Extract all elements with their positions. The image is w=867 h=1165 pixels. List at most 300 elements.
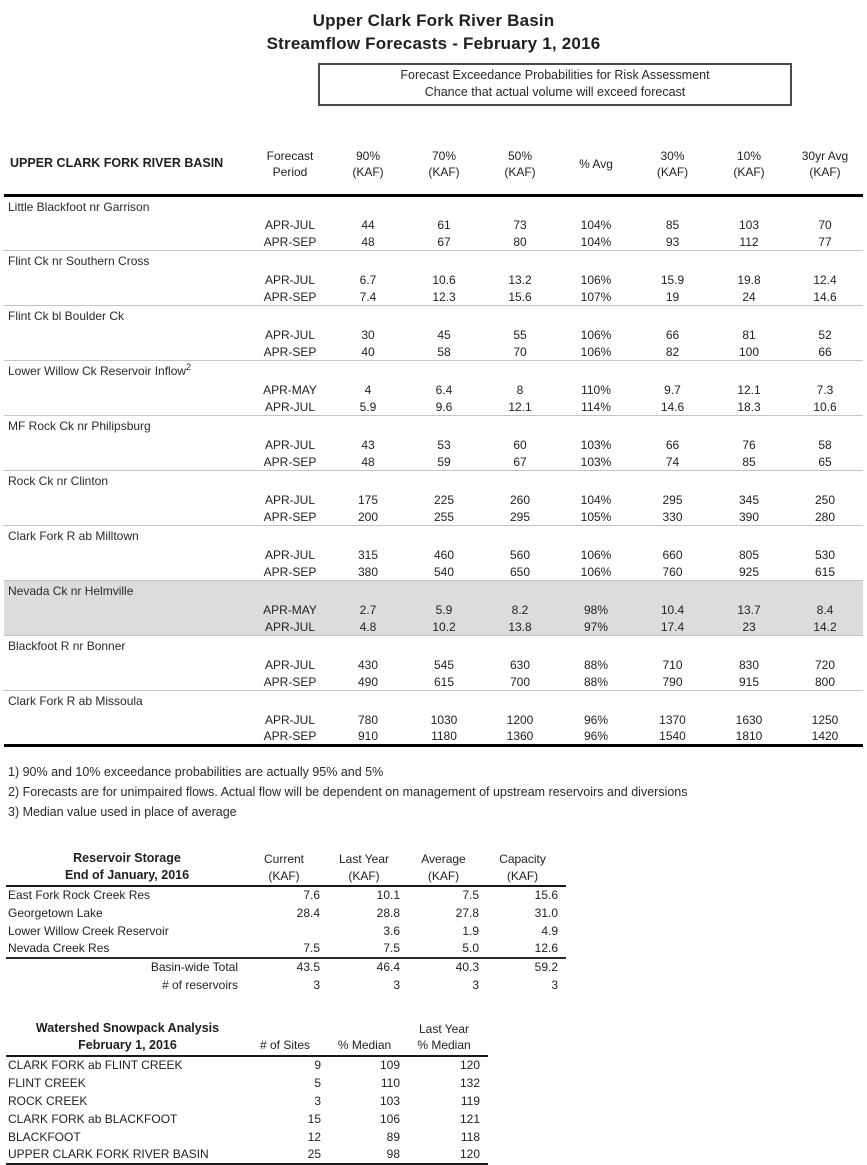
forecast-value-cell: 13.2	[508, 273, 532, 287]
forecast-value-cell: 97%	[583, 619, 609, 634]
forecast-value-cell: 98%	[583, 603, 609, 617]
column-header: Last Year (KAF)	[338, 852, 390, 883]
snowpack-row	[6, 1110, 488, 1128]
snowpack-value-cell: 120	[459, 1147, 480, 1161]
forecast-data-row	[4, 509, 863, 526]
forecast-value-cell: 74	[665, 454, 680, 469]
spacer-cell	[4, 272, 250, 289]
forecast-value-cell: 81	[742, 328, 756, 342]
forecast-value-cell: 10.2	[432, 619, 456, 634]
forecast-value-cell: 100	[738, 344, 760, 359]
snowpack-row	[6, 1056, 488, 1074]
reservoir-total-value: 40.3	[455, 960, 479, 975]
spacer-cell	[4, 602, 250, 619]
spacer-cell	[4, 564, 250, 581]
forecast-value-cell: 12.1	[737, 383, 761, 397]
reservoir-value-cell: 28.8	[376, 905, 400, 920]
spacer-cell	[4, 382, 250, 399]
forecast-value-cell: 9.6	[435, 399, 453, 414]
forecast-data-row	[4, 382, 863, 399]
exceedance-box-line1: Forecast Exceedance Probabilities for Risk Assessment	[400, 67, 710, 82]
spacer-cell	[4, 729, 250, 746]
watershed-name-cell: UPPER CLARK FORK RIVER BASIN	[8, 1147, 209, 1161]
forecast-value-cell: 17.4	[660, 619, 685, 634]
forecast-value-cell: 200	[357, 509, 379, 524]
spacer-cell	[4, 509, 250, 526]
reservoir-total-value: 43.5	[296, 960, 320, 975]
forecast-value-cell: 45	[437, 328, 451, 342]
forecast-value-cell: 260	[509, 493, 531, 507]
forecast-value-cell: 345	[738, 493, 760, 507]
forecast-value-cell: 9.7	[664, 383, 681, 397]
snowpack-value-cell: 106	[379, 1111, 400, 1126]
forecast-value-cell: 710	[662, 658, 683, 672]
column-header: 10% (KAF)	[733, 148, 765, 179]
spacer-cell	[4, 547, 250, 564]
forecast-value-cell: 540	[433, 564, 455, 579]
forecast-value-cell: 4.8	[359, 619, 377, 634]
forecast-data-row	[4, 619, 863, 636]
forecast-value-cell: 430	[357, 658, 379, 672]
spacer-cell	[4, 492, 250, 509]
station-name: Clark Fork R ab Missoula	[8, 694, 143, 709]
forecast-value-cell: 24	[742, 289, 756, 304]
reservoir-row	[6, 922, 566, 940]
reservoir-row	[6, 886, 566, 904]
snowpack-value-cell: 103	[379, 1093, 400, 1108]
forecast-value-cell: 225	[433, 493, 455, 507]
forecast-value-cell: 7.3	[816, 383, 834, 397]
column-header: Capacity (KAF)	[499, 852, 546, 883]
column-header: % Avg	[579, 156, 613, 171]
forecast-data-row	[4, 399, 863, 416]
snowpack-value-cell: 3	[314, 1093, 321, 1108]
forecast-data-row	[4, 437, 863, 454]
forecast-period-cell: APR-SEP	[263, 674, 317, 689]
column-header: Current (KAF)	[263, 852, 304, 883]
forecast-value-cell: 53	[437, 438, 451, 452]
forecast-value-cell: 66	[665, 328, 680, 342]
station-row	[4, 361, 863, 382]
spacer-cell	[4, 234, 250, 251]
forecast-period-cell: APR-JUL	[264, 619, 315, 634]
forecast-value-cell: 615	[433, 674, 455, 689]
forecast-value-cell: 18.3	[737, 399, 761, 414]
snowpack-value-cell: 119	[460, 1093, 480, 1108]
station-row	[4, 471, 863, 492]
forecast-value-cell: 48	[361, 234, 375, 249]
forecast-value-cell: 12.1	[508, 399, 532, 414]
forecast-value-cell: 76	[742, 438, 756, 452]
forecast-data-row	[4, 547, 863, 564]
column-header: 50% (KAF)	[504, 148, 536, 179]
forecast-value-cell: 780	[357, 713, 379, 727]
spacer-cell	[4, 454, 250, 471]
title-line2: Streamflow Forecasts - February 1, 2016	[266, 33, 601, 53]
spacer-cell	[4, 619, 250, 636]
forecast-value-cell: 65	[818, 454, 832, 469]
column-header: Average (KAF)	[421, 852, 466, 883]
exceedance-box-line2: Chance that actual volume will exceed forecast	[424, 84, 686, 99]
forecast-value-cell: 106%	[580, 548, 612, 562]
forecast-period-cell: APR-JUL	[264, 218, 315, 232]
forecast-value-cell: 1250	[811, 713, 839, 727]
forecast-period-cell: APR-MAY	[263, 383, 317, 397]
forecast-value-cell: 104%	[580, 218, 612, 232]
forecast-data-row	[4, 712, 863, 729]
forecast-value-cell: 48	[361, 454, 375, 469]
forecast-value-cell: 60	[513, 438, 527, 452]
snowpack-table-header-row	[6, 1018, 488, 1056]
reservoir-total-value: 46.4	[376, 960, 400, 975]
forecast-value-cell: 61	[437, 218, 451, 232]
forecast-data-row	[4, 344, 863, 361]
snowpack-row	[6, 1074, 488, 1092]
watershed-name-cell: CLARK FORK ab FLINT CREEK	[8, 1058, 183, 1072]
reservoir-value-cell: 7.5	[462, 888, 479, 903]
forecast-data-row	[4, 564, 863, 581]
forecast-value-cell: 295	[662, 493, 683, 507]
footnote-line: 2) Forecasts are for unimpaired flows. Actual flow will be dependent on management of upstream reservoirs and diversions	[8, 785, 688, 799]
forecast-value-cell: 88%	[583, 674, 609, 689]
forecast-value-cell: 1200	[506, 713, 534, 727]
snowpack-value-cell: 89	[386, 1129, 400, 1144]
reservoir-row	[6, 940, 566, 958]
snowpack-value-cell: 121	[459, 1111, 480, 1126]
forecast-value-cell: 915	[738, 674, 760, 689]
reservoir-total-value: 3	[393, 977, 400, 992]
spacer-cell	[4, 657, 250, 674]
forecast-value-cell: 490	[357, 674, 379, 689]
forecast-data-row	[4, 602, 863, 619]
forecast-data-row	[4, 272, 863, 289]
snowpack-row	[6, 1146, 488, 1164]
column-header: 90% (KAF)	[352, 148, 384, 179]
reservoir-table-title: Reservoir Storage End of January, 2016	[64, 851, 190, 882]
forecast-data-row	[4, 289, 863, 306]
forecast-data-row	[4, 492, 863, 509]
forecast-value-cell: 106%	[580, 328, 612, 342]
forecast-value-cell: 1180	[431, 729, 457, 744]
column-header: 30yr Avg (KAF)	[801, 148, 849, 179]
forecast-value-cell: 295	[509, 509, 531, 524]
forecast-value-cell: 73	[513, 218, 527, 232]
column-header: 70% (KAF)	[428, 148, 460, 179]
column-header: Forecast Period	[266, 148, 314, 179]
forecast-value-cell: 530	[814, 548, 836, 562]
forecast-value-cell: 1420	[811, 729, 839, 744]
forecast-value-cell: 380	[357, 564, 379, 579]
watershed-name-cell: FLINT CREEK	[8, 1075, 86, 1090]
forecast-value-cell: 66	[665, 438, 680, 452]
forecast-value-cell: 10.4	[660, 603, 685, 617]
forecast-value-cell: 40	[361, 344, 375, 359]
forecast-data-row	[4, 454, 863, 471]
forecast-value-cell: 10.6	[813, 399, 837, 414]
reservoir-total-label: # of reservoirs	[161, 977, 238, 992]
forecast-value-cell: 1030	[430, 713, 458, 727]
forecast-value-cell: 59	[437, 454, 451, 469]
forecast-period-cell: APR-JUL	[264, 328, 315, 342]
forecast-value-cell: 720	[814, 658, 836, 672]
forecast-value-cell: 7.4	[359, 289, 377, 304]
forecast-value-cell: 44	[361, 218, 375, 232]
page-title	[4, 10, 863, 56]
forecast-value-cell: 15.9	[660, 273, 685, 287]
forecast-value-cell: 106%	[580, 344, 612, 359]
forecast-period-cell: APR-SEP	[263, 234, 317, 249]
snowpack-value-cell: 120	[459, 1058, 480, 1072]
forecast-value-cell: 175	[357, 493, 379, 507]
station-row	[4, 581, 863, 602]
forecast-value-cell: 104%	[580, 493, 612, 507]
snowpack-value-cell: 110	[380, 1075, 400, 1090]
reservoir-total-label: Basin-wide Total	[150, 960, 238, 975]
forecast-value-cell: 790	[662, 674, 683, 689]
forecast-value-cell: 58	[818, 438, 832, 452]
forecast-value-cell: 8	[516, 383, 524, 397]
forecast-value-cell: 280	[814, 509, 836, 524]
spacer-cell	[4, 327, 250, 344]
forecast-value-cell: 615	[814, 564, 836, 579]
snowpack-value-cell: 98	[386, 1147, 400, 1161]
forecast-value-cell: 12.3	[432, 289, 456, 304]
forecast-value-cell: 77	[818, 234, 832, 249]
reservoir-value-cell: 4.9	[541, 923, 558, 938]
forecast-value-cell: 70	[818, 218, 832, 232]
reservoir-value-cell: 7.6	[303, 888, 320, 903]
forecast-value-cell: 52	[818, 328, 832, 342]
forecast-value-cell: 6.4	[435, 383, 453, 397]
basin-column-header: UPPER CLARK FORK RIVER BASIN	[10, 156, 224, 171]
spacer-cell	[4, 344, 250, 361]
forecast-value-cell: 390	[738, 509, 760, 524]
reservoir-total-value: 59.2	[534, 960, 558, 975]
spacer-cell	[4, 289, 250, 306]
forecast-value-cell: 13.8	[508, 619, 532, 634]
station-name: Blackfoot R nr Bonner	[8, 639, 126, 654]
forecast-value-cell: 30	[361, 328, 375, 342]
forecast-value-cell: 8.2	[511, 603, 529, 617]
reservoir-value-cell: 10.1	[376, 888, 400, 903]
reservoir-value-cell: 12.6	[534, 941, 558, 956]
reservoir-value-cell: 5.0	[462, 941, 479, 956]
forecast-value-cell: 5.9	[435, 603, 453, 617]
snowpack-value-cell: 132	[459, 1075, 480, 1090]
snowpack-value-cell: 109	[379, 1058, 400, 1072]
reservoir-name-cell: Lower Willow Creek Reservoir	[8, 923, 169, 938]
forecast-value-cell: 67	[513, 454, 527, 469]
forecast-value-cell: 1540	[659, 729, 686, 744]
forecast-value-cell: 4	[364, 383, 372, 397]
forecast-data-row	[4, 674, 863, 691]
reservoir-name-cell: Nevada Creek Res	[8, 941, 110, 956]
spacer-cell	[4, 712, 250, 729]
column-header: 30% (KAF)	[656, 148, 689, 179]
forecast-period-cell: APR-JUL	[264, 493, 315, 507]
forecast-data-row	[4, 657, 863, 674]
forecast-value-cell: 106%	[580, 564, 612, 579]
forecast-value-cell: 910	[357, 729, 379, 744]
forecast-value-cell: 96%	[583, 713, 609, 727]
forecast-period-cell: APR-SEP	[263, 509, 317, 524]
forecast-period-cell: APR-SEP	[263, 564, 317, 579]
forecast-value-cell: 43	[361, 438, 375, 452]
station-name: Little Blackfoot nr Garrison	[8, 199, 150, 214]
forecast-period-cell: APR-SEP	[263, 289, 317, 304]
snowpack-value-cell: 12	[307, 1129, 321, 1144]
reservoir-row	[6, 904, 566, 922]
forecast-value-cell: 8.4	[816, 603, 834, 617]
snowpack-row	[6, 1128, 488, 1146]
snowpack-analysis-table	[6, 1018, 488, 1165]
snowpack-value-cell: 9	[314, 1058, 321, 1072]
station-name: Lower Willow Ck Reservoir Inflow$^2$	[8, 362, 192, 379]
forecast-value-cell: 545	[433, 658, 455, 672]
forecast-period-cell: APR-JUL	[264, 273, 315, 287]
reservoir-value-cell: 7.5	[383, 941, 400, 956]
exceedance-probability-box	[318, 63, 792, 106]
forecast-value-cell: 1630	[735, 713, 763, 727]
forecast-value-cell: 560	[509, 548, 531, 562]
station-name: MF Rock Ck nr Philipsburg	[8, 419, 151, 434]
station-row	[4, 416, 863, 437]
station-row	[4, 636, 863, 657]
footnote-line: 3) Median value used in place of average	[8, 805, 237, 819]
forecast-value-cell: 800	[814, 674, 836, 689]
reservoir-total-value: 3	[313, 977, 320, 992]
station-row	[4, 251, 863, 272]
forecast-value-cell: 1370	[659, 713, 686, 727]
watershed-name-cell: CLARK FORK ab BLACKFOOT	[8, 1111, 178, 1126]
forecast-value-cell: 104%	[580, 234, 612, 249]
forecast-period-cell: APR-SEP	[263, 454, 317, 469]
station-footnote-ref: 2	[186, 362, 192, 373]
forecast-value-cell: 105%	[580, 509, 612, 524]
forecast-value-cell: 96%	[583, 729, 609, 744]
forecast-value-cell: 19	[665, 289, 680, 304]
forecast-period-cell: APR-JUL	[264, 399, 315, 414]
forecast-value-cell: 58	[437, 344, 451, 359]
forecast-value-cell: 760	[662, 564, 683, 579]
forecast-value-cell: 315	[357, 548, 379, 562]
watershed-name-cell: ROCK CREEK	[8, 1093, 88, 1108]
forecast-period-cell: APR-MAY	[263, 603, 317, 617]
forecast-value-cell: 660	[662, 548, 683, 562]
footnotes	[8, 762, 863, 822]
reservoir-total-value: 3	[472, 977, 479, 992]
forecast-data-row	[4, 234, 863, 251]
column-header: # of Sites	[259, 1038, 311, 1053]
forecast-value-cell: 14.6	[813, 289, 837, 304]
forecast-value-cell: 103%	[580, 438, 612, 452]
reservoir-total-row	[6, 958, 566, 976]
reservoir-value-cell: 7.5	[303, 941, 320, 956]
forecast-value-cell: 107%	[580, 289, 612, 304]
spacer-cell	[4, 437, 250, 454]
forecast-period-cell: APR-SEP	[263, 729, 317, 744]
reservoir-value-cell: 31.0	[534, 905, 558, 920]
column-header: Last Year % Median	[417, 1022, 471, 1053]
forecast-value-cell: 630	[509, 658, 531, 672]
reservoir-value-cell: 15.6	[534, 888, 558, 903]
forecast-value-cell: 106%	[580, 273, 612, 287]
reservoir-value-cell	[248, 922, 328, 940]
reservoir-name-cell: Georgetown Lake	[8, 905, 103, 920]
watershed-name-cell: BLACKFOOT	[8, 1129, 81, 1144]
forecast-value-cell: 85	[742, 454, 756, 469]
forecast-data-row	[4, 327, 863, 344]
forecast-value-cell: 103	[738, 218, 760, 232]
forecast-value-cell: 13.7	[737, 603, 761, 617]
forecast-value-cell: 6.7	[359, 273, 377, 287]
reservoir-value-cell: 28.4	[296, 905, 320, 920]
forecast-value-cell: 10.6	[432, 273, 456, 287]
forecast-value-cell: 460	[433, 548, 455, 562]
forecast-data-row	[4, 217, 863, 234]
forecast-value-cell: 650	[509, 564, 531, 579]
reservoir-name-cell: East Fork Rock Creek Res	[8, 888, 151, 903]
snowpack-value-cell: 118	[460, 1129, 480, 1144]
snowpack-value-cell: 25	[307, 1147, 321, 1161]
spacer-cell	[4, 399, 250, 416]
forecast-value-cell: 110%	[581, 383, 611, 397]
forecast-value-cell: 23	[742, 619, 756, 634]
spacer-cell	[4, 217, 250, 234]
forecast-value-cell: 88%	[583, 658, 609, 672]
forecast-period-cell: APR-JUL	[264, 658, 315, 672]
forecast-value-cell: 93	[665, 234, 680, 249]
reservoir-value-cell: 27.8	[455, 905, 479, 920]
forecast-value-cell: 330	[662, 509, 683, 524]
reservoir-total-value: 3	[551, 977, 558, 992]
snowpack-table-title: Watershed Snowpack Analysis February 1, 2016	[35, 1020, 220, 1052]
column-header: % Median	[337, 1038, 392, 1053]
forecast-value-cell: 112	[739, 234, 759, 249]
forecast-value-cell: 15.6	[508, 289, 532, 304]
forecast-value-cell: 700	[509, 674, 531, 689]
forecast-value-cell: 82	[665, 344, 680, 359]
forecast-value-cell: 70	[513, 344, 527, 359]
forecast-value-cell: 1360	[506, 729, 534, 744]
station-name: Flint Ck nr Southern Cross	[8, 254, 150, 269]
forecast-value-cell: 14.2	[813, 619, 837, 634]
reservoir-storage-table	[6, 848, 566, 994]
snowpack-value-cell: 5	[314, 1075, 321, 1090]
forecast-value-cell: 14.6	[660, 399, 685, 414]
forecast-value-cell: 19.8	[737, 273, 761, 287]
forecast-value-cell: 830	[738, 658, 760, 672]
station-name: Clark Fork R ab Milltown	[8, 529, 139, 544]
snowpack-value-cell: 15	[307, 1111, 321, 1126]
forecast-value-cell: 85	[665, 218, 680, 232]
forecast-value-cell: 12.4	[813, 273, 837, 287]
footnote-line: 1) 90% and 10% exceedance probabilities are actually 95% and 5%	[8, 765, 384, 779]
forecast-value-cell: 103%	[580, 454, 612, 469]
forecast-period-cell: APR-JUL	[264, 713, 315, 727]
forecast-value-cell: 805	[738, 548, 760, 562]
reservoir-value-cell: 3.6	[383, 923, 400, 938]
forecast-value-cell: 67	[437, 234, 451, 249]
forecast-value-cell: 5.9	[359, 399, 377, 414]
reservoir-total-row	[6, 976, 566, 994]
reservoir-value-cell: 1.9	[462, 923, 479, 938]
station-name: Flint Ck bl Boulder Ck	[8, 309, 125, 324]
forecast-value-cell: 250	[814, 493, 836, 507]
forecast-period-cell: APR-JUL	[264, 548, 315, 562]
streamflow-forecast-table	[4, 144, 863, 747]
forecast-value-cell: 80	[513, 234, 527, 249]
